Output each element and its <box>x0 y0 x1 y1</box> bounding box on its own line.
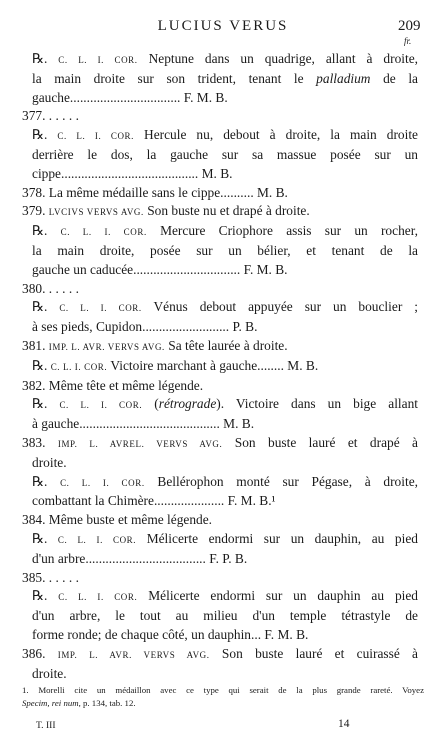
text-line <box>22 261 418 280</box>
text-line <box>22 511 418 530</box>
text-line <box>22 242 418 261</box>
bottom-page-number: 14 <box>338 718 350 730</box>
text-segment: la main droite, posée sur un bélier, et tenant de la <box>32 242 418 258</box>
text-segment: 385. . . . . . <box>22 569 79 585</box>
text-segment: forme ronde; de chaque côté, un dauphin... F. M. B. <box>32 626 309 642</box>
text-segment: 384. Même buste et même légende. <box>22 512 213 528</box>
legend-inscription: C. L. I. COR. <box>58 592 138 603</box>
text-line <box>22 126 418 146</box>
legend-inscription: IMP. L. AVR. VERVS AVG. <box>48 341 165 352</box>
text-segment: ℞. <box>32 127 58 143</box>
text-line <box>22 184 418 203</box>
text-segment: la main droite sur son trident, tenant le <box>32 70 317 86</box>
text-line <box>22 165 418 184</box>
folio-mark: fr. <box>404 36 412 46</box>
text-segment: 378. La même médaille sans le cippe.......... M. B. <box>22 184 288 200</box>
text-line <box>22 89 418 108</box>
text-segment: 386. <box>22 645 58 661</box>
text-segment: gauche un caducée................................ F. M. B. <box>32 261 288 277</box>
text-line <box>22 318 418 337</box>
text-line <box>22 492 418 511</box>
text-segment: Sa tête laurée à droite. <box>164 337 288 353</box>
text-line <box>22 645 418 665</box>
legend-inscription: C. L. I. COR. <box>57 131 134 142</box>
text-segment: 380. . . . . . <box>22 280 79 296</box>
text-line <box>22 569 418 588</box>
text-line <box>22 377 418 396</box>
text-line <box>22 50 418 70</box>
text-segment: derrière le dos, la gauche sur sa massue posée sur un <box>32 146 418 162</box>
text-line <box>22 146 418 165</box>
text-segment: ℞. <box>32 588 59 604</box>
text-segment: Mélicerte endormi sur un dauphin au pied <box>137 588 418 604</box>
text-segment: Neptune dans un quadrige, allant à droite, <box>137 51 418 66</box>
text-line <box>22 280 418 299</box>
text-segment: 382. Même tête et même légende. <box>22 377 204 393</box>
legend-inscription: C. L. I. COR. <box>60 227 147 238</box>
text-line <box>22 665 418 684</box>
text-segment: Bellérophon monté sur Pégase, à droite, <box>144 473 418 489</box>
text-segment: cippe......................................... M. B. <box>32 165 233 181</box>
text-segment: Son buste lauré et cuirassé à <box>209 645 418 661</box>
text-segment: Hercule nu, debout à droite, la main droite <box>134 127 418 143</box>
text-segment: 379. <box>22 203 49 219</box>
text-segment: 377. . . . . . <box>22 108 79 124</box>
text-segment: ). Victoire dans un bige allant <box>216 396 418 412</box>
text-line <box>22 337 418 357</box>
legend-inscription: C. L. I. COR. <box>58 55 138 65</box>
text-segment: 381. <box>22 337 49 353</box>
text-line <box>22 202 418 222</box>
legend-inscription: C. L. I. COR. <box>59 303 142 314</box>
text-segment: ℞. <box>32 396 60 412</box>
text-segment: ℞. <box>32 223 61 239</box>
text-line <box>22 395 418 415</box>
running-title: LUCIUS VERUS <box>157 18 289 34</box>
text-segment: d'un arbre, le tout au milieu d'un temple tétrastyle de <box>32 608 418 624</box>
text-line <box>22 357 418 377</box>
text-segment: Victoire marchant à gauche........ M. B. <box>107 357 319 373</box>
text-segment: ℞. <box>32 530 58 546</box>
legend-inscription: C. L. I. COR. <box>50 361 108 372</box>
text-segment: Mercure Criophore assis sur un rocher, <box>146 223 418 239</box>
legend-inscription: IMP. L. AVREL. VERVS AVG. <box>57 438 223 449</box>
footnote-ref: , p. 134, tab. 12. <box>78 697 136 708</box>
footnote <box>22 684 424 709</box>
text-line <box>22 626 418 645</box>
text-segment: Mélicerte endormi sur un dauphin, au pied <box>136 530 418 546</box>
text-segment: Son buste lauré et drapé à <box>222 434 418 450</box>
text-segment: à gauche.......................................... M. B. <box>32 416 255 432</box>
text-segment: gauche................................. F. M. B. <box>32 89 228 105</box>
legend-inscription: C. L. I. COR. <box>59 400 143 411</box>
text-line <box>22 107 418 126</box>
legend-inscription: C. L. I. COR. <box>60 477 145 488</box>
text-line <box>22 454 418 473</box>
text-line <box>22 607 418 626</box>
text-segment: droite. <box>32 454 67 470</box>
text-segment: 383. <box>22 434 58 450</box>
text-segment: combattant la Chimère..................... F. M. B.¹ <box>32 493 276 509</box>
text-segment: ℞. <box>32 299 60 315</box>
italic-term: palladium <box>316 70 371 86</box>
text-segment: de la <box>370 70 418 86</box>
text-segment: Son buste nu et drapé à droite. <box>143 203 310 219</box>
footnote-title: Specim, rei num <box>22 697 79 708</box>
footnote-line <box>22 697 424 710</box>
text-segment: ℞. <box>32 473 61 489</box>
text-line <box>22 70 418 89</box>
text-segment: droite. <box>32 665 67 681</box>
legend-inscription: LVCIVS VERVS AVG. <box>48 207 144 218</box>
text-line <box>22 587 418 607</box>
legend-inscription: C. L. I. COR. <box>57 534 137 545</box>
text-segment: Vénus debout appuyée sur un bouclier ; <box>141 299 418 315</box>
text-line <box>22 434 418 454</box>
text-line <box>22 473 418 493</box>
text-segment: ( <box>142 396 159 412</box>
signature-mark: T. III <box>36 720 56 731</box>
text-line <box>22 222 418 242</box>
footnote-line: 1. Morelli cite un médaillon avec ce type qui serait de la plus grande rareté. Voyez <box>22 685 424 695</box>
text-segment: ℞. <box>32 51 59 66</box>
legend-inscription: IMP. L. AVR. VERVS AVG. <box>57 649 210 660</box>
text-segment: à ses pieds, Cupidon.......................... P. B. <box>32 319 258 335</box>
catalog-entries <box>22 50 418 683</box>
text-line <box>22 415 418 434</box>
text-line <box>22 530 418 550</box>
text-line <box>22 550 418 569</box>
text-line <box>22 298 418 318</box>
italic-term: rétrograde <box>158 396 217 412</box>
page-number: 209 <box>398 18 421 34</box>
text-segment: d'un arbre.................................... F. P. B. <box>32 550 248 566</box>
text-segment: ℞. <box>32 357 51 373</box>
